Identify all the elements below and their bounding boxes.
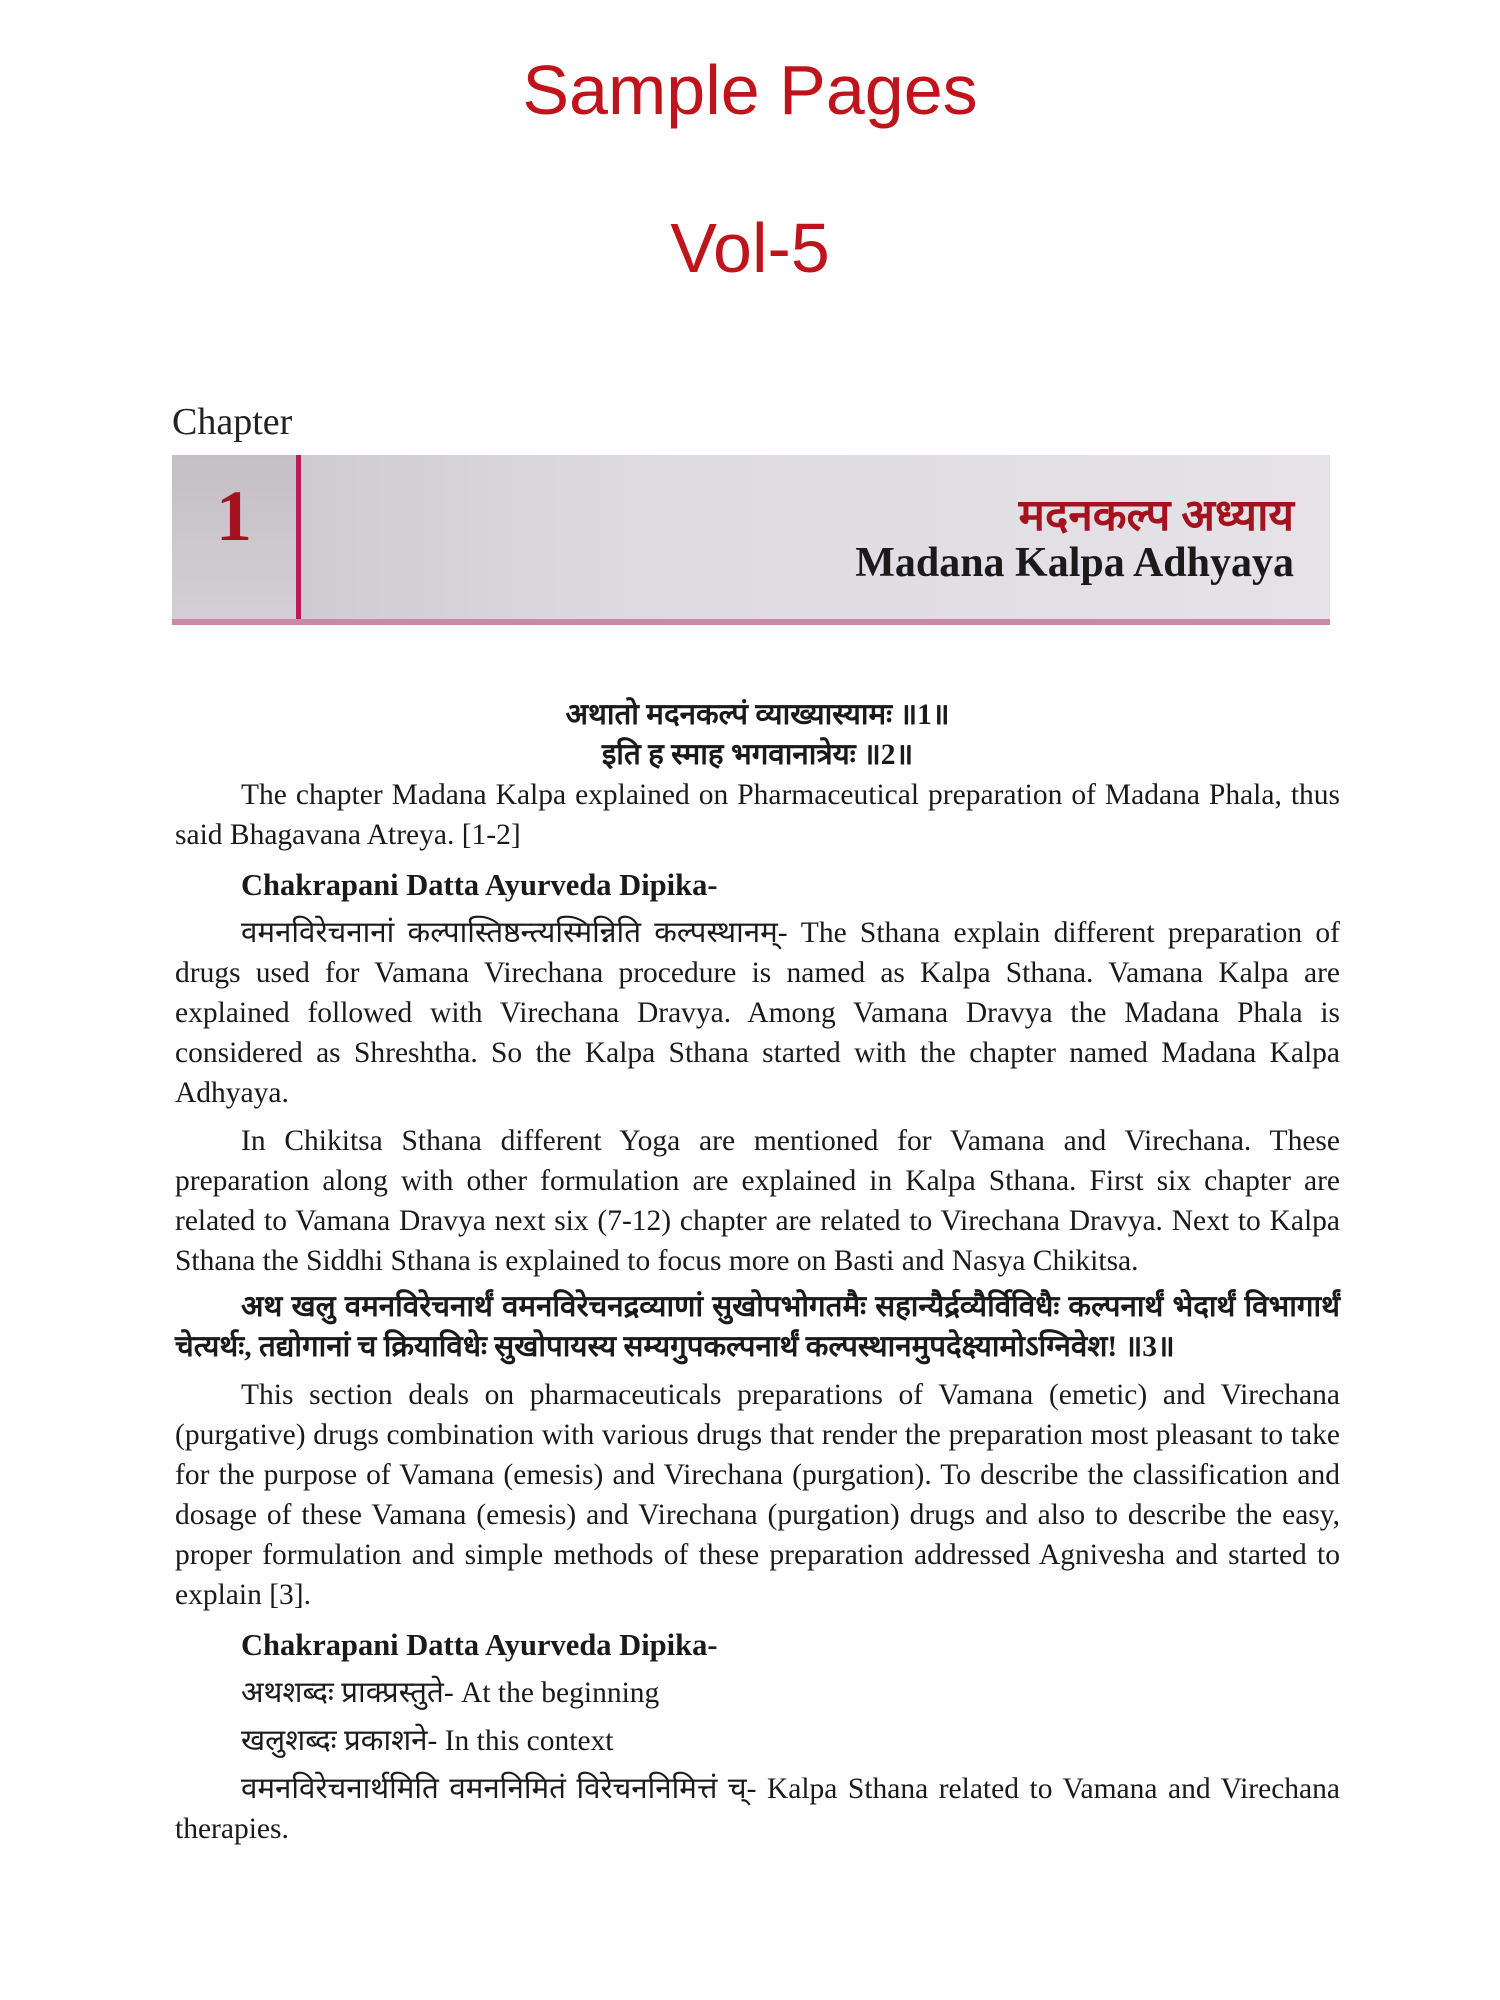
commentary-2: अथशब्दः प्राक्प्रस्तुते- At the beginning xyxy=(241,1677,660,1709)
page-body xyxy=(175,695,1340,1849)
paragraph-1: The chapter Madana Kalpa explained on Pharmaceutical preparation of Madana Phala, thus said Bhagavana Atreya. [1-2] xyxy=(175,779,1340,851)
verse-2: इति ह स्माह भगवानात्रेयः ॥2॥ xyxy=(601,739,914,771)
chapter-header-box xyxy=(172,455,1330,625)
commentary-heading-1: Chakrapani Datta Ayurveda Dipika- xyxy=(241,868,718,902)
chapter-label: Chapter xyxy=(172,401,293,443)
verse-3: अथ खलु वमनविरेचनार्थं वमनविरेचनद्रव्याणां सुखोपभोगतमैः सहान्यैर्द्रव्यैर्विविधैः कल्पनार्थं भेदार्थं विभागार्थं चेत्यर्थः, तद्योगानां च क्रियाविधेः सुखोपायस्य सम्यगुपकल्पनार्थं कल्पस्थानमुपदेक्ष्यामोऽग्निवेश! ॥3॥ xyxy=(175,1291,1340,1363)
chapter-number-cell xyxy=(172,455,296,619)
banner-title: Sample Pages xyxy=(522,51,978,129)
chapter-divider xyxy=(296,455,301,619)
chapter-title-sanskrit: मदनकल्प अध्याय xyxy=(1018,491,1294,540)
chapter-number: 1 xyxy=(216,476,252,556)
sample-banner xyxy=(0,40,1500,298)
verse-1: अथातो मदनकल्पं व्याख्यास्यामः ॥1॥ xyxy=(565,699,950,731)
commentary-heading-2: Chakrapani Datta Ayurveda Dipika- xyxy=(241,1628,718,1662)
paragraph-3: This section deals on pharmaceuticals preparations of Vamana (emetic) and Virechana (purgative) drugs combination with various drugs that render the preparation most pleasant to take for the purpose of Vamana (emesis) and Virechana (purgation). To describe the classification and dosage of these Vamana (emesis) and Virechana (purgation) drugs and also to describe the easy, proper formulation and simple methods of these preparation addressed Agnivesha and started to explain [3]. xyxy=(175,1379,1340,1611)
commentary-1: वमनविरेचनानां कल्पास्तिष्ठन्त्यस्मिन्निति कल्पस्थानम्- The Sthana explain different preparation of drugs used for Vamana Virechana procedure is named as Kalpa Sthana. Vamana Kalpa are explained followed with Virechana Dravya. Among Vamana Dravya the Madana Phala is considered as Shreshtha. So the Kalpa Sthana started with the chapter named Madana Kalpa Adhyaya. xyxy=(175,917,1340,1109)
banner-volume: Vol-5 xyxy=(670,209,830,287)
chapter-title-english: Madana Kalpa Adhyaya xyxy=(855,540,1294,586)
commentary-4: वमनविरेचनार्थमिति वमननिमितं विरेचननिमित्तं च्- Kalpa Sthana related to Vamana and Virechana therapies. xyxy=(175,1773,1340,1845)
paragraph-2: In Chikitsa Sthana different Yoga are mentioned for Vamana and Virechana. These preparation along with other formulation are explained in Kalpa Sthana. First six chapter are related to Vamana Dravya next six (7-12) chapter are related to Virechana Dravya. Next to Kalpa Sthana the Siddhi Sthana is explained to focus more on Basti and Nasya Chikitsa. xyxy=(175,1125,1340,1277)
commentary-3: खलुशब्दः प्रकाशने- In this context xyxy=(241,1725,614,1757)
